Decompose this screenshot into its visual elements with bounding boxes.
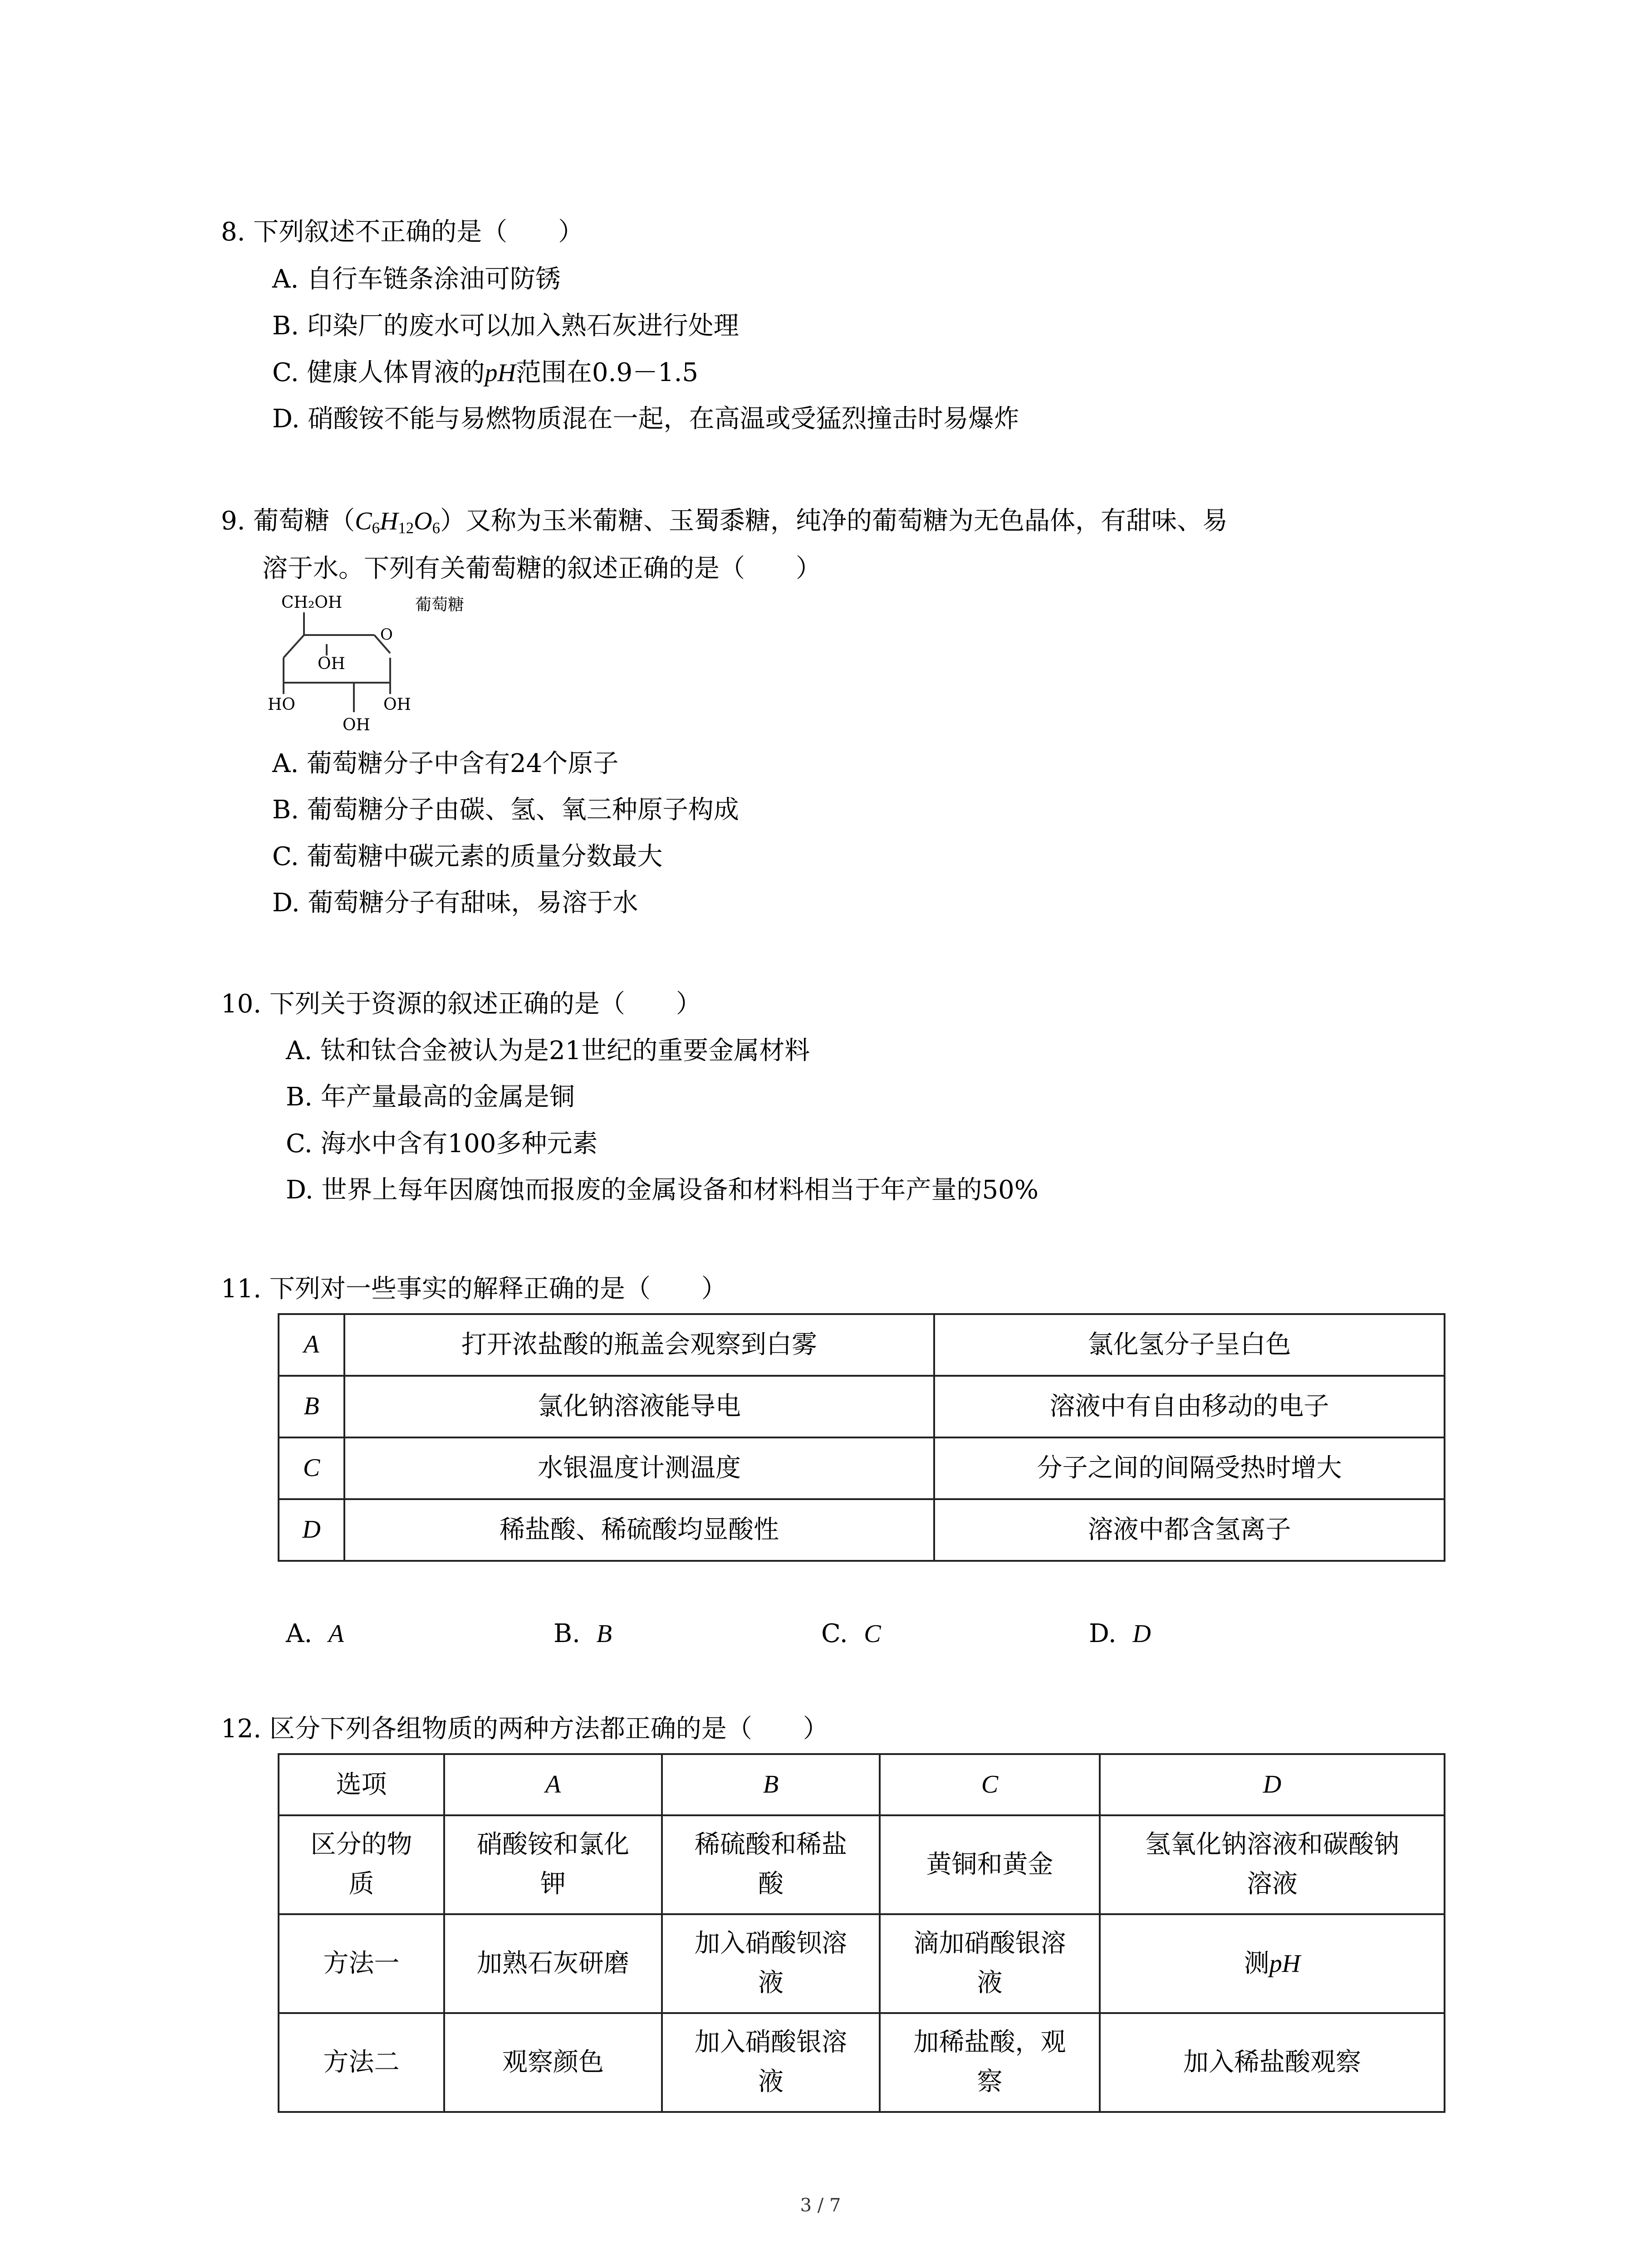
q11-fact-c: 水银温度计测温度 [344,1437,934,1499]
q11-row-c [279,1437,1445,1499]
q11-explain-b: 溶液中有自由移动的电子 [934,1376,1445,1437]
q11-key-c: C [279,1437,344,1499]
q11-stem: 11. 下列对一些事实的解释正确的是（ ） [221,1274,727,1304]
q11-table [278,1313,1445,1562]
q11-explain-a: 氯化氢分子呈白色 [934,1314,1445,1376]
q11-explain-d: 溶液中都含氢离子 [934,1499,1445,1561]
q10-option-c: C. 海水中含有100多种元素 [286,1129,598,1158]
q11-row-a [279,1314,1445,1376]
q11-key-b: B [279,1376,344,1437]
oh-right-label: OH [383,695,411,714]
q12-substances-a: 硝酸铵和氯化 钾 [444,1815,662,1914]
q9-option-b: B. 葡萄糖分子由碳、氢、氧三种原子构成 [272,795,739,825]
ch2oh-label: CH₂OH [281,593,343,612]
oh-bottom-label: OH [343,716,370,734]
q10-option-a: A. 钛和钛合金被认为是21世纪的重要金属材料 [286,1036,810,1066]
q10-option-d: D. 世界上每年因腐蚀而报废的金属设备和材料相当于年产量的50% [286,1175,1038,1205]
q8-option-a: A. 自行车链条涂油可防锈 [272,264,561,294]
oh-inner-label: OH [318,655,345,673]
q12-method2-b: 加入硝酸银溶 液 [662,2013,880,2112]
q11-fact-b: 氯化钠溶液能导电 [344,1376,934,1437]
q11-answer-b: B. B [554,1619,612,1648]
q12-substances-d: 氢氧化钠溶液和碳酸钠 溶液 [1100,1815,1445,1914]
q11-key-d: D [279,1499,344,1561]
q9-stem-line2: 溶于水。下列有关葡萄糖的叙述正确的是（ ） [262,554,821,583]
q11-answer-d: D. D [1089,1619,1151,1648]
q8-option-c: C. 健康人体胃液的pH范围在0.9－1.5 [272,358,699,387]
q12-substances-label: 区分的物 质 [279,1815,444,1914]
q12-substances-c: 黄铜和黄金 [880,1815,1100,1914]
q11-row-b [279,1376,1445,1437]
q11-explain-c: 分子之间的间隔受热时增大 [934,1437,1445,1499]
ring-oxygen-label: O [380,626,393,644]
q11-row-d [279,1499,1445,1561]
q11-answer-c: C. C [821,1619,881,1648]
q10-option-b: B. 年产量最高的金属是铜 [286,1082,575,1112]
q12-header-c: C [880,1754,1100,1815]
ho-left-label: HO [268,695,295,714]
q12-method2-d: 加入稀盐酸观察 [1100,2013,1445,2112]
q11-answer-a: A. A [286,1619,344,1648]
q12-method2-c: 加稀盐酸，观 察 [880,2013,1100,2112]
q12-row-method2 [279,2013,1445,2112]
page-number: 3 / 7 [800,2195,841,2216]
q11-key-a: A [279,1314,344,1376]
q12-method1-label: 方法一 [279,1914,444,2013]
q12-header-option: 选项 [279,1754,444,1815]
q12-method2-label: 方法二 [279,2013,444,2112]
q12-header-b: B [662,1754,880,1815]
q12-header-a: A [444,1754,662,1815]
q11-fact-d: 稀盐酸、稀硫酸均显酸性 [344,1499,934,1561]
q12-method1-b: 加入硝酸钡溶 液 [662,1914,880,2013]
q12-table [278,1753,1445,2113]
q12-method2-a: 观察颜色 [444,2013,662,2112]
q8-stem: 8. 下列叙述不正确的是（ ） [221,217,584,247]
q12-substances-b: 稀硫酸和稀盐 酸 [662,1815,880,1914]
q8-option-b: B. 印染厂的废水可以加入熟石灰进行处理 [272,311,739,341]
q12-method1-c: 滴加硝酸银溶 液 [880,1914,1100,2013]
q9-option-a: A. 葡萄糖分子中含有24个原子 [272,749,619,778]
q12-method1-d: 测pH [1100,1914,1445,2013]
q12-header-row [279,1754,1445,1815]
q12-stem: 12. 区分下列各组物质的两种方法都正确的是（ ） [221,1714,828,1744]
q9-option-c: C. 葡萄糖中碳元素的质量分数最大 [272,842,663,871]
q11-fact-a: 打开浓盐酸的瓶盖会观察到白雾 [344,1314,934,1376]
glucose-figure-title: 葡萄糖 [415,596,465,614]
q8-option-d: D. 硝酸铵不能与易燃物质混在一起，在高温或受猛烈撞击时易爆炸 [272,404,1019,434]
glucose-structure-diagram [259,590,513,753]
q9-stem: 9. 葡萄糖$(C_6H_{12}O_6)$又称为玉米葡糖、玉蜀黍糖，纯净的葡萄糖为无色晶体，有甜味、易 [221,506,1228,537]
q12-row-substances [279,1815,1445,1914]
glucose-formula: $C_6H_{12}O_6$ [355,507,440,537]
q12-header-d: D [1100,1754,1445,1815]
q12-row-method1 [279,1914,1445,2013]
q9-option-d: D. 葡萄糖分子有甜味，易溶于水 [272,888,638,918]
q10-stem: 10. 下列关于资源的叙述正确的是（ ） [221,989,701,1019]
q12-method1-a: 加熟石灰研磨 [444,1914,662,2013]
